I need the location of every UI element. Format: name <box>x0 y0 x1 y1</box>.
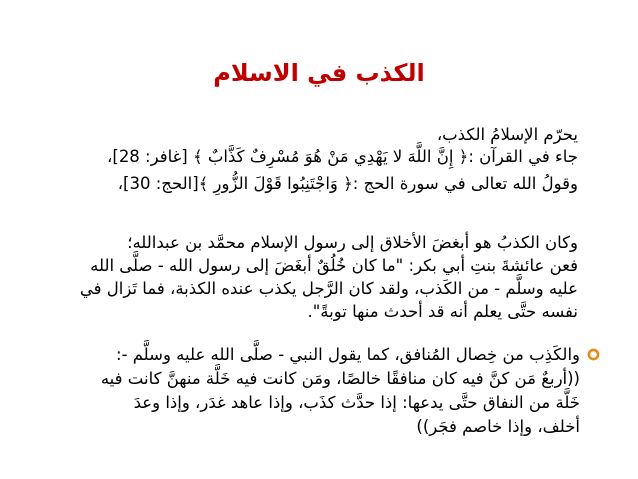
hadith2-line-3: خَلَّة من النفاق حتَّى يدعها: إذا حدَّث كذَب، وإذا عاهد غدَر، وإذا وعدَ <box>133 393 580 412</box>
ring-bullet-icon <box>587 348 600 361</box>
hadith2-line-2: ((أربعٌ مَن كنَّ فيه كان منافقًا خالصًا، ومَن كانت فيه خَلَّة منهنَّ كانت فيه <box>100 369 580 388</box>
intro-line-2: جاء في القرآن :﴿ إِنَّ اللَّهَ لا يَهْدِي مَنْ هُوَ مُسْرِفٌ كَذَّابٌ ﴾ [غافر: 28]، <box>107 147 578 166</box>
hadith1-line-3: عليه وسلَّم - من الكَذب، ولقد كان الرَّجل يكذب عنده الكذبة، فما تَزال في <box>79 279 578 298</box>
intro-line-3: وقولُ الله تعالى في سورة الحج :﴿ وَاجْتَنِبُوا قَوْلَ الزُّورِ ﴾[الحج: 30]، <box>117 174 578 193</box>
hadith1-line-4: نفسه حتَّى يعلم أنه قد أحدث منها توبةً". <box>307 302 578 321</box>
hadith2-line-4: أخلف، وإذا خاصم فجَر)) <box>416 417 580 436</box>
hadith2-line-1: والكَذِب من خِصال المُنافق، كما يقول النبي - صلَّى الله عليه وسلَّم -: <box>115 345 580 364</box>
page-title: الكذب في الاسلام <box>213 59 425 87</box>
hadith1-line-1: وكان الكذبُ هو أبغضَ الأخلاق إلى رسول الإسلام محمَّد بن عبدالله؛ <box>127 233 578 252</box>
hadith1-line-2: فعن عائشةَ بنتِ أبي بكر: "ما كان خُلُقٌ أبغَضَ إلى رسول الله - صلَّى الله <box>90 256 578 275</box>
intro-line-1: يحرّم الإسلامُ الكذب، <box>436 125 578 144</box>
